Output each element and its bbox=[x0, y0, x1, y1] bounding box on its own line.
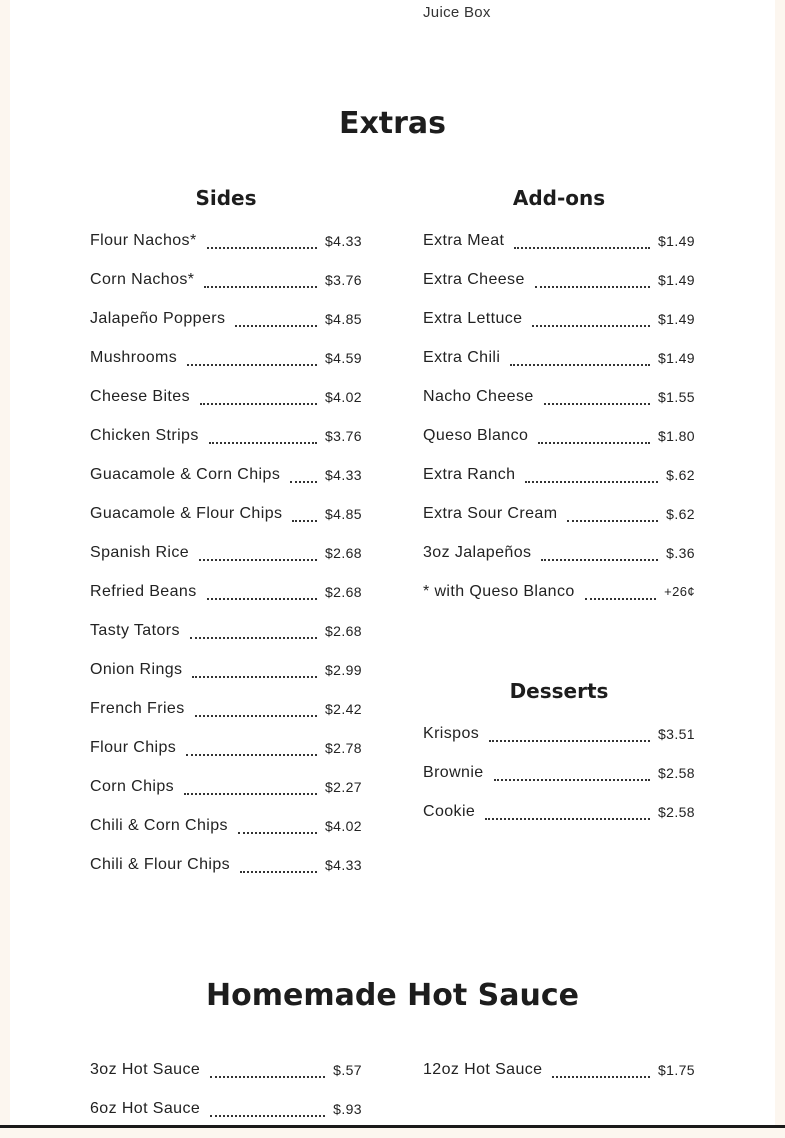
menu-item-price: $4.33 bbox=[324, 857, 362, 873]
menu-item-price: $.36 bbox=[666, 545, 695, 561]
menu-item bbox=[90, 387, 362, 426]
hot-sauce-list-right bbox=[423, 1060, 695, 1099]
menu-item-price: $3.76 bbox=[324, 272, 362, 288]
dot-leader bbox=[532, 311, 649, 327]
menu-item-name: Cheese Bites bbox=[90, 388, 190, 405]
menu-item bbox=[423, 465, 695, 504]
menu-item bbox=[423, 426, 695, 465]
menu-item bbox=[90, 1060, 362, 1099]
menu-item-price: +26¢ bbox=[664, 584, 695, 599]
menu-item bbox=[90, 738, 362, 777]
menu-item-name: Mushrooms bbox=[90, 349, 178, 366]
menu-item-price: $1.80 bbox=[657, 428, 695, 444]
dot-leader bbox=[204, 272, 317, 288]
menu-item-name: 6oz Hot Sauce bbox=[90, 1100, 201, 1117]
menu-item-price: $2.58 bbox=[657, 804, 695, 820]
menu-item-name: Cookie bbox=[423, 803, 476, 820]
menu-item-name: Chicken Strips bbox=[90, 427, 199, 444]
menu-item-price: $2.58 bbox=[657, 765, 695, 781]
menu-item bbox=[423, 763, 695, 802]
menu-item-name: Extra Meat bbox=[423, 232, 505, 249]
column-title-desserts: Desserts bbox=[509, 679, 609, 703]
dot-leader bbox=[199, 545, 317, 561]
dot-leader bbox=[514, 233, 650, 249]
dot-leader bbox=[207, 584, 317, 600]
menu-item bbox=[423, 582, 695, 621]
menu-item-name: Extra Cheese bbox=[423, 271, 525, 288]
menu-item-name: Nacho Cheese bbox=[423, 388, 534, 405]
dot-leader bbox=[585, 584, 656, 600]
menu-item-name: Guacamole & Corn Chips bbox=[90, 466, 281, 483]
section-title-extras: Extras bbox=[338, 106, 447, 141]
column-title-addons: Add-ons bbox=[512, 186, 606, 210]
menu-item-name: Queso Blanco bbox=[423, 427, 529, 444]
dot-leader bbox=[544, 389, 650, 405]
menu-item-name: Jalapeño Poppers bbox=[90, 310, 226, 327]
menu-item bbox=[90, 270, 362, 309]
dot-leader bbox=[567, 506, 658, 522]
dot-leader bbox=[235, 311, 317, 327]
menu-item-price: $3.51 bbox=[657, 726, 695, 742]
menu-item-price: $1.49 bbox=[657, 272, 695, 288]
section-title-hot-sauce: Homemade Hot Sauce bbox=[206, 978, 579, 1013]
menu-item-price: $2.27 bbox=[324, 779, 362, 795]
menu-item-name: Extra Lettuce bbox=[423, 310, 523, 327]
column-title-sides: Sides bbox=[195, 186, 257, 210]
menu-item-name: Guacamole & Flour Chips bbox=[90, 505, 283, 522]
menu-item-price: $.93 bbox=[333, 1101, 362, 1117]
menu-item-name: Chili & Corn Chips bbox=[90, 817, 228, 834]
menu-item-price: $.57 bbox=[333, 1062, 362, 1078]
dot-leader bbox=[290, 467, 317, 483]
menu-item-name: 3oz Jalapeños bbox=[423, 544, 532, 561]
menu-item-name: Tasty Tators bbox=[90, 622, 180, 639]
menu-item-price: $2.99 bbox=[324, 662, 362, 678]
menu-item-price: $.62 bbox=[666, 467, 695, 483]
dot-leader bbox=[494, 765, 650, 781]
menu-item bbox=[423, 724, 695, 763]
dot-leader bbox=[525, 467, 658, 483]
menu-item bbox=[423, 348, 695, 387]
menu-item bbox=[423, 543, 695, 582]
menu-item bbox=[90, 543, 362, 582]
menu-item bbox=[423, 309, 695, 348]
menu-item bbox=[90, 309, 362, 348]
menu-item bbox=[90, 582, 362, 621]
dot-leader bbox=[209, 428, 317, 444]
menu-item-price: $4.59 bbox=[324, 350, 362, 366]
dot-leader bbox=[210, 1062, 325, 1078]
addons-list bbox=[423, 231, 695, 621]
menu-item-name: Corn Chips bbox=[90, 778, 175, 795]
menu-item-name: Onion Rings bbox=[90, 661, 183, 678]
dot-leader bbox=[200, 389, 317, 405]
menu-item-price: $2.68 bbox=[324, 584, 362, 600]
menu-item bbox=[90, 465, 362, 504]
menu-item-price: $2.68 bbox=[324, 545, 362, 561]
menu-item bbox=[423, 387, 695, 426]
menu-item-price: $3.76 bbox=[324, 428, 362, 444]
menu-item-name: French Fries bbox=[90, 700, 185, 717]
dot-leader bbox=[187, 350, 317, 366]
menu-item-price: $4.02 bbox=[324, 389, 362, 405]
menu-item-price: $4.85 bbox=[324, 506, 362, 522]
dot-leader bbox=[485, 804, 650, 820]
menu-item-name: Refried Beans bbox=[90, 583, 197, 600]
menu-item-price: $4.02 bbox=[324, 818, 362, 834]
menu-item-name: Krispos bbox=[423, 725, 480, 742]
menu-item-juice-box: Juice Box bbox=[423, 4, 491, 21]
desserts-list bbox=[423, 724, 695, 841]
menu-item-price: $1.75 bbox=[657, 1062, 695, 1078]
menu-item bbox=[423, 802, 695, 841]
menu-item bbox=[90, 426, 362, 465]
sides-list bbox=[90, 231, 362, 894]
menu-item-price: $4.85 bbox=[324, 311, 362, 327]
dot-leader bbox=[238, 818, 317, 834]
dot-leader bbox=[186, 740, 317, 756]
menu-item-name: * with Queso Blanco bbox=[423, 583, 575, 600]
menu-item-name: Chili & Flour Chips bbox=[90, 856, 231, 873]
dot-leader bbox=[190, 623, 317, 639]
dot-leader bbox=[489, 726, 650, 742]
dot-leader bbox=[195, 701, 317, 717]
menu-item-name: 12oz Hot Sauce bbox=[423, 1061, 543, 1078]
menu-item-name: Extra Sour Cream bbox=[423, 505, 558, 522]
menu-item-price: $2.78 bbox=[324, 740, 362, 756]
menu-item-name: Flour Chips bbox=[90, 739, 177, 756]
dot-leader bbox=[207, 233, 317, 249]
menu-item-price: $1.49 bbox=[657, 311, 695, 327]
menu-item-price: $.62 bbox=[666, 506, 695, 522]
menu-item-price: $1.49 bbox=[657, 350, 695, 366]
dot-leader bbox=[541, 545, 658, 561]
dot-leader bbox=[240, 857, 317, 873]
dot-leader bbox=[292, 506, 317, 522]
dot-leader bbox=[510, 350, 650, 366]
menu-item bbox=[90, 777, 362, 816]
menu-item-name: Flour Nachos* bbox=[90, 232, 197, 249]
menu-item bbox=[423, 504, 695, 543]
dot-leader bbox=[192, 662, 317, 678]
menu-item-name: Brownie bbox=[423, 764, 484, 781]
menu-item bbox=[90, 816, 362, 855]
menu-item bbox=[90, 231, 362, 270]
menu-item bbox=[90, 855, 362, 894]
menu-item bbox=[90, 1099, 362, 1138]
menu-item-price: $2.42 bbox=[324, 701, 362, 717]
menu-item-name: Extra Chili bbox=[423, 349, 501, 366]
menu-item bbox=[90, 699, 362, 738]
menu-item-name: Corn Nachos* bbox=[90, 271, 195, 288]
menu-item-price: $4.33 bbox=[324, 233, 362, 249]
menu-item bbox=[90, 348, 362, 387]
menu-item-price: $2.68 bbox=[324, 623, 362, 639]
menu-item-price: $1.55 bbox=[657, 389, 695, 405]
menu-item bbox=[423, 270, 695, 309]
menu-item bbox=[90, 504, 362, 543]
menu-item-name: Spanish Rice bbox=[90, 544, 190, 561]
menu-item-price: $4.33 bbox=[324, 467, 362, 483]
menu-item bbox=[90, 660, 362, 699]
dot-leader bbox=[184, 779, 317, 795]
menu-item bbox=[423, 1060, 695, 1099]
dot-leader bbox=[538, 428, 650, 444]
menu-item-name: Extra Ranch bbox=[423, 466, 516, 483]
menu-item-price: $1.49 bbox=[657, 233, 695, 249]
dot-leader bbox=[210, 1101, 325, 1117]
dot-leader bbox=[552, 1062, 650, 1078]
menu-item bbox=[423, 231, 695, 270]
menu-item-name: 3oz Hot Sauce bbox=[90, 1061, 201, 1078]
dot-leader bbox=[535, 272, 650, 288]
menu-item bbox=[90, 621, 362, 660]
